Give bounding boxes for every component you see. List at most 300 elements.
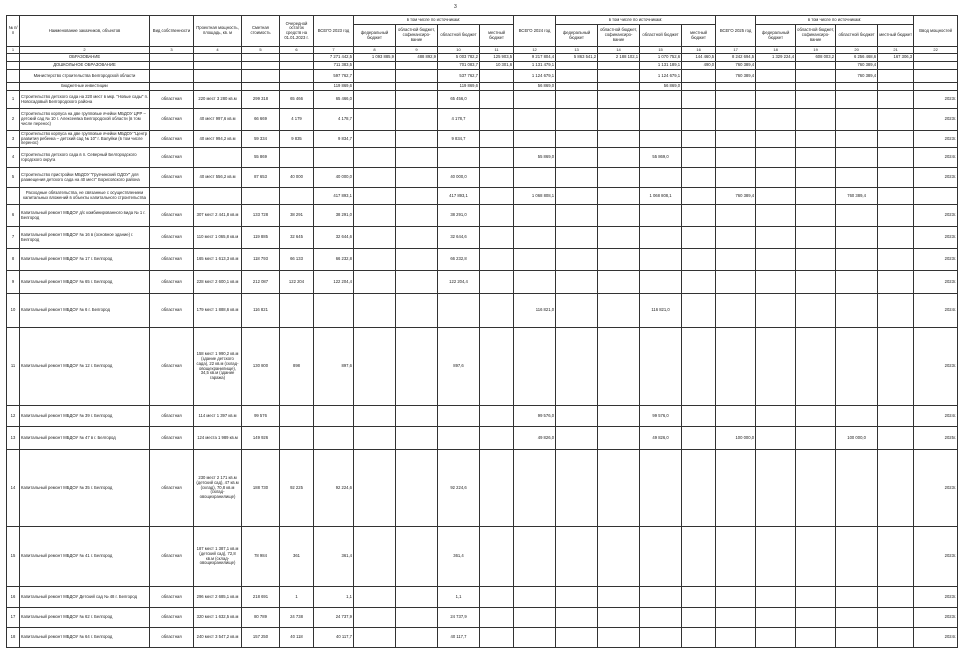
local-2023: [480, 328, 514, 406]
year-entry: 2023г.: [914, 249, 958, 271]
row-number: [7, 83, 20, 91]
local-2024: [682, 271, 716, 294]
header-total-2025: ВСЕГО 2025 год: [716, 16, 756, 47]
regional-2024: [640, 608, 682, 628]
column-number: 20: [836, 47, 878, 54]
regional-2024: 49 826,0: [640, 427, 682, 450]
total-2023: [314, 294, 354, 328]
total-2025: 100 000,0: [716, 427, 756, 450]
fed-2025: [756, 271, 796, 294]
regional-cofin-2025: [796, 148, 836, 168]
value-v19: [796, 83, 836, 91]
total-2023: 65 466,0: [314, 91, 354, 109]
empty-cell: [194, 70, 242, 83]
total-2023: 417 893,1: [314, 188, 354, 205]
total-2024: [514, 227, 556, 249]
value-v7: 7 271 442,5: [314, 54, 354, 62]
regional-cofin-2024: [598, 628, 640, 648]
regional-cofin-2023: [396, 527, 438, 587]
object-name: Капитальный ремонт МБДОУ № 35 г. Белгород: [20, 450, 150, 527]
ownership: областная: [150, 271, 194, 294]
value-v11: 10 301,6: [480, 62, 514, 70]
balance: 122 204: [280, 271, 314, 294]
regional-2023: 897,6: [438, 328, 480, 406]
fed-2024: [556, 427, 598, 450]
value-v12: 1 131 479,1: [514, 62, 556, 70]
balance: [280, 406, 314, 427]
regional-2025: [836, 608, 878, 628]
row-number: 1: [7, 91, 20, 109]
regional-cofin-2024: [598, 91, 640, 109]
regional-cofin-2023: [396, 328, 438, 406]
local-2024: [682, 131, 716, 148]
ownership: областная: [150, 450, 194, 527]
header-fed-2024: федеральный бюджет: [556, 25, 598, 47]
ownership: областная: [150, 148, 194, 168]
regional-cofin-2025: [796, 328, 836, 406]
regional-cofin-2024: [598, 587, 640, 608]
regional-2023: 417 893,1: [438, 188, 480, 205]
year-entry: 2024г.: [914, 148, 958, 168]
local-2024: [682, 587, 716, 608]
total-2023: 40 117,7: [314, 628, 354, 648]
regional-2025: 760 389,4: [836, 188, 878, 205]
year-entry: 2023г.: [914, 205, 958, 227]
capacity: [194, 188, 242, 205]
column-number: 9: [396, 47, 438, 54]
regional-cofin-2025: [796, 628, 836, 648]
local-2024: [682, 527, 716, 587]
regional-2023: 66 232,8: [438, 249, 480, 271]
regional-2025: [836, 249, 878, 271]
value-v12: 1 124 679,1: [514, 70, 556, 83]
value-v17: 760 389,4: [716, 70, 756, 83]
local-2025: [878, 587, 914, 608]
regional-2025: [836, 109, 878, 131]
header-sources-2025: в том числе по источникам:: [756, 16, 914, 25]
capacity: 296 мест 2 685,1 кв.м: [194, 587, 242, 608]
regional-2023: 361,4: [438, 527, 480, 587]
estimated-cost: 218 691: [242, 587, 280, 608]
header-name: Наименование заказчиков, объектов: [20, 16, 150, 47]
ownership: областная: [150, 406, 194, 427]
total-2024: [514, 205, 556, 227]
value-v15: 56 869,0: [640, 83, 682, 91]
regional-cofin-2023: [396, 294, 438, 328]
value-v8: [354, 62, 396, 70]
value-v14: [598, 62, 640, 70]
balance: 898: [280, 328, 314, 406]
capacity: 114 мест 1 397 кв.м: [194, 406, 242, 427]
total-2025: [716, 450, 756, 527]
total-2025: [716, 406, 756, 427]
empty-cell: [150, 62, 194, 70]
table-row: [7, 427, 958, 450]
capacity: 228 мест 2 600,1 кв.м: [194, 271, 242, 294]
total-2024: [514, 527, 556, 587]
regional-2023: 40 117,7: [438, 628, 480, 648]
fed-2023: [354, 188, 396, 205]
fed-2024: [556, 168, 598, 188]
regional-cofin-2025: [796, 109, 836, 131]
local-2023: [480, 271, 514, 294]
local-2025: [878, 608, 914, 628]
column-number: 21: [878, 47, 914, 54]
regional-cofin-2025: [796, 271, 836, 294]
fed-2023: [354, 587, 396, 608]
local-2024: [682, 205, 716, 227]
local-2023: [480, 91, 514, 109]
object-name: Строительство детского сада в п. Северный Белгородского городского округа: [20, 148, 150, 168]
value-v18: 1 329 224,4: [756, 54, 796, 62]
regional-cofin-2025: [796, 91, 836, 109]
header-sources-2023: в том числе по источникам:: [354, 16, 514, 25]
value-v16: [682, 83, 716, 91]
header-regional-cofin-2025: областной бюджет, софинансиро-вание: [796, 25, 836, 47]
value-v18: [756, 83, 796, 91]
value-v8: [354, 70, 396, 83]
local-2025: [878, 427, 914, 450]
capacity: [194, 148, 242, 168]
regional-cofin-2024: [598, 328, 640, 406]
value-v11: [480, 83, 514, 91]
regional-cofin-2023: [396, 249, 438, 271]
row-number: 17: [7, 608, 20, 628]
regional-cofin-2024: [598, 188, 640, 205]
regional-2025: [836, 587, 878, 608]
column-number: 22: [914, 47, 958, 54]
year-entry: 2025г.: [914, 427, 958, 450]
table-row: [7, 628, 958, 648]
estimated-cost: 59 334: [242, 131, 280, 148]
total-2025: [716, 131, 756, 148]
balance: 92 225: [280, 450, 314, 527]
fed-2023: [354, 450, 396, 527]
regional-2024: [640, 131, 682, 148]
table-row: [7, 587, 958, 608]
value-v10: 5 003 782,2: [438, 54, 480, 62]
ownership: [150, 188, 194, 205]
regional-2024: [640, 628, 682, 648]
balance: 4 179: [280, 109, 314, 131]
fed-2023: [354, 294, 396, 328]
empty-cell: [242, 62, 280, 70]
header-no: № п/п: [7, 16, 20, 47]
header-regional-2025: областной бюджет: [836, 25, 878, 47]
object-name: Строительство корпуса на две групповые ячейки МБДОУ ЦРР – детский сад № 10 г. Алексеевка Белгородской области (в том числе перенос): [20, 109, 150, 131]
value-v20: 760 389,4: [836, 70, 878, 83]
row-number: [7, 188, 20, 205]
page-number: 3: [454, 4, 457, 10]
regional-cofin-2025: [796, 188, 836, 205]
regional-2024: 116 821,0: [640, 294, 682, 328]
row-number: 7: [7, 227, 20, 249]
value-v14: 2 188 102,1: [598, 54, 640, 62]
table-row: [7, 406, 958, 427]
capacity: 40 мест 997,6 кв.м: [194, 109, 242, 131]
local-2025: [878, 628, 914, 648]
value-v15: 1 124 679,1: [640, 70, 682, 83]
summary-row: [7, 83, 958, 91]
empty-cell: [242, 70, 280, 83]
value-v17: 760 389,4: [716, 62, 756, 70]
regional-cofin-2025: [796, 168, 836, 188]
balance: [280, 188, 314, 205]
object-name: Капитальный ремонт МБДОУ д/с комбинированного вида № 1 г. Белгород: [20, 205, 150, 227]
total-2024: [514, 608, 556, 628]
regional-cofin-2023: [396, 131, 438, 148]
summary-rows: [7, 54, 958, 91]
regional-2023: 40 000,0: [438, 168, 480, 188]
total-2025: [716, 168, 756, 188]
balance: 1: [280, 587, 314, 608]
regional-cofin-2024: [598, 527, 640, 587]
budget-table: [6, 15, 958, 648]
total-2024: [514, 628, 556, 648]
empty-cell: [242, 83, 280, 91]
fed-2024: [556, 328, 598, 406]
row-name: ОБРАЗОВАНИЕ: [20, 54, 150, 62]
value-v19: [796, 62, 836, 70]
value-v16: 144 460,5: [682, 54, 716, 62]
total-2025: [716, 227, 756, 249]
fed-2024: [556, 628, 598, 648]
object-name: Капитальный ремонт МБДОУ № 39 г. Белгород: [20, 406, 150, 427]
object-name: Капитальный ремонт МБДОУ № 41 г. Белгород: [20, 527, 150, 587]
row-number: 15: [7, 527, 20, 587]
fed-2023: [354, 205, 396, 227]
fed-2025: [756, 168, 796, 188]
local-2025: [878, 249, 914, 271]
total-2024: [514, 328, 556, 406]
balance: 24 738: [280, 608, 314, 628]
value-v10: 701 083,7: [438, 62, 480, 70]
total-2024: 116 821,0: [514, 294, 556, 328]
header-fed-2025: федеральный бюджет: [756, 25, 796, 47]
regional-cofin-2025: [796, 527, 836, 587]
total-2023: 40 000,0: [314, 168, 354, 188]
column-number: 12: [514, 47, 556, 54]
fed-2023: [354, 271, 396, 294]
regional-2023: [438, 148, 480, 168]
total-2025: [716, 249, 756, 271]
row-number: 13: [7, 427, 20, 450]
value-v11: 125 903,5: [480, 54, 514, 62]
empty-cell: [242, 54, 280, 62]
regional-2024: [640, 271, 682, 294]
value-v19: 608 003,2: [796, 54, 836, 62]
regional-cofin-2025: [796, 450, 836, 527]
balance: [280, 427, 314, 450]
regional-2024: [640, 450, 682, 527]
empty-cell: [194, 62, 242, 70]
header-year-entry: Ввод мощностей: [914, 16, 958, 47]
object-name: Строительство детского сада на 220 мест в мкр. "Новые сады" п. Новосадовый Белгородского района: [20, 91, 150, 109]
regional-2025: [836, 205, 878, 227]
regional-cofin-2023: [396, 450, 438, 527]
table-row: [7, 227, 958, 249]
capacity: 320 мест 1 632,5 кв.м: [194, 608, 242, 628]
table-row: [7, 148, 958, 168]
empty-cell: [194, 83, 242, 91]
table-row: [7, 168, 958, 188]
fed-2025: [756, 91, 796, 109]
regional-cofin-2024: [598, 249, 640, 271]
regional-cofin-2023: [396, 406, 438, 427]
total-2023: [314, 406, 354, 427]
fed-2023: [354, 249, 396, 271]
header-local-2024: местный бюджет: [682, 25, 716, 47]
estimated-cost: 299 318: [242, 91, 280, 109]
year-entry: 2023г.: [914, 227, 958, 249]
total-2024: [514, 249, 556, 271]
value-v13: [556, 83, 598, 91]
regional-cofin-2023: [396, 587, 438, 608]
value-v11: [480, 70, 514, 83]
total-2023: 66 232,8: [314, 249, 354, 271]
local-2024: [682, 427, 716, 450]
regional-2024: [640, 91, 682, 109]
fed-2023: [354, 91, 396, 109]
value-v9: 488 892,9: [396, 54, 438, 62]
fed-2025: [756, 227, 796, 249]
column-number: 19: [796, 47, 836, 54]
value-v12: 56 869,0: [514, 83, 556, 91]
value-v15: 1 131 189,1: [640, 62, 682, 70]
fed-2025: [756, 427, 796, 450]
regional-2023: [438, 406, 480, 427]
regional-2023: 9 834,7: [438, 131, 480, 148]
regional-2025: [836, 628, 878, 648]
total-2025: [716, 271, 756, 294]
local-2024: [682, 249, 716, 271]
total-2024: [514, 587, 556, 608]
local-2025: [878, 131, 914, 148]
row-number: 16: [7, 587, 20, 608]
table-row: [7, 188, 958, 205]
row-number: 8: [7, 249, 20, 271]
balance: 9 835: [280, 131, 314, 148]
year-entry: 2023г.: [914, 271, 958, 294]
row-number: 11: [7, 328, 20, 406]
value-v10: 537 762,7: [438, 70, 480, 83]
value-v8: [354, 83, 396, 91]
regional-cofin-2023: [396, 109, 438, 131]
local-2023: [480, 168, 514, 188]
year-entry: 2024г.: [914, 406, 958, 427]
regional-cofin-2024: [598, 205, 640, 227]
regional-2024: 1 068 808,1: [640, 188, 682, 205]
column-number-row: [7, 47, 958, 54]
total-2023: 32 644,6: [314, 227, 354, 249]
table-row: [7, 328, 958, 406]
fed-2024: [556, 450, 598, 527]
regional-cofin-2023: [396, 148, 438, 168]
local-2023: [480, 628, 514, 648]
estimated-cost: 99 576: [242, 406, 280, 427]
fed-2024: [556, 608, 598, 628]
regional-2024: [640, 249, 682, 271]
year-cell: [914, 62, 958, 70]
table-row: [7, 131, 958, 148]
regional-2023: 38 291,0: [438, 205, 480, 227]
total-2023: 4 178,7: [314, 109, 354, 131]
header-regional-cofin-2024: областной бюджет, софинансиро-вание: [598, 25, 640, 47]
regional-cofin-2025: [796, 205, 836, 227]
value-v7: 597 762,7: [314, 70, 354, 83]
regional-2023: 4 178,7: [438, 109, 480, 131]
row-number: 9: [7, 271, 20, 294]
local-2025: [878, 188, 914, 205]
object-name: Капитальный ремонт МБДОУ Детский сад № 48 г. Белгород: [20, 587, 150, 608]
capacity: 165 мест 1 613,3 кв.м: [194, 249, 242, 271]
local-2025: [878, 271, 914, 294]
total-2023: 361,4: [314, 527, 354, 587]
regional-cofin-2024: [598, 608, 640, 628]
local-2023: [480, 188, 514, 205]
value-v18: [756, 70, 796, 83]
year-cell: [914, 83, 958, 91]
regional-cofin-2023: [396, 271, 438, 294]
total-2023: [314, 427, 354, 450]
header-total-2023: ВСЕГО 2023 год: [314, 16, 354, 47]
regional-2023: 1,1: [438, 587, 480, 608]
estimated-cost: [242, 188, 280, 205]
regional-2024: 99 576,0: [640, 406, 682, 427]
balance: [280, 148, 314, 168]
value-v9: [396, 70, 438, 83]
regional-cofin-2023: [396, 608, 438, 628]
header-fed-2023: федеральный бюджет: [354, 25, 396, 47]
row-number: 2: [7, 109, 20, 131]
year-entry: 2023г.: [914, 91, 958, 109]
total-2024: [514, 450, 556, 527]
fed-2025: [756, 527, 796, 587]
table-row: [7, 527, 958, 587]
header-regional-cofin-2023: областной бюджет, софинансиро-вание: [396, 25, 438, 47]
header-local-2025: местный бюджет: [878, 25, 914, 47]
local-2025: [878, 294, 914, 328]
regional-cofin-2024: [598, 271, 640, 294]
ownership: областная: [150, 527, 194, 587]
balance: 66 133: [280, 249, 314, 271]
total-2025: [716, 527, 756, 587]
year-entry: [914, 188, 958, 205]
header-cost: Сметная стоимость: [242, 16, 280, 47]
object-name: Капитальный ремонт МБДОУ № 16 в (основное здание) г. Белгород: [20, 227, 150, 249]
value-v14: [598, 70, 640, 83]
value-v18: [756, 62, 796, 70]
capacity: 307 мест 2 441,8 кв.м: [194, 205, 242, 227]
local-2025: [878, 91, 914, 109]
value-v16: [682, 70, 716, 83]
estimated-cost: 66 669: [242, 109, 280, 131]
regional-cofin-2024: [598, 148, 640, 168]
estimated-cost: 188 730: [242, 450, 280, 527]
fed-2023: [354, 427, 396, 450]
capacity: 187 мест 1 387,1 кв.м (детский сад), 72,8 кв.м (склад-овощехранилище): [194, 527, 242, 587]
fed-2025: [756, 608, 796, 628]
row-number: 18: [7, 628, 20, 648]
object-name: Капитальный ремонт МБДОУ № 62 г. Белгород: [20, 608, 150, 628]
fed-2024: [556, 109, 598, 131]
value-v13: 5 863 541,2: [556, 54, 598, 62]
year-entry: 2023г.: [914, 328, 958, 406]
regional-cofin-2024: [598, 168, 640, 188]
value-v16: 490,0: [682, 62, 716, 70]
regional-cofin-2025: [796, 608, 836, 628]
regional-cofin-2024: [598, 131, 640, 148]
